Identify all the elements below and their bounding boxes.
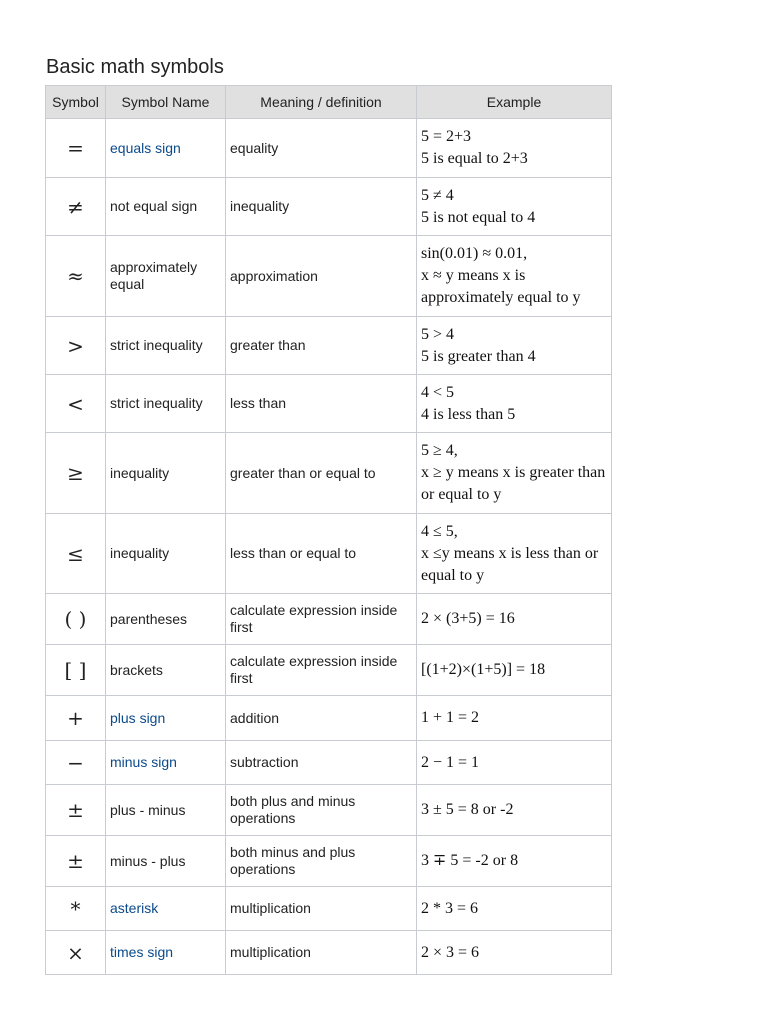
meaning-cell: less than — [226, 375, 417, 433]
symbol-name-cell: plus - minus — [106, 785, 226, 836]
meaning-cell: subtraction — [226, 741, 417, 785]
example-cell — [417, 178, 612, 236]
example-line: x ≥ y means x is greater than or equal to y — [421, 464, 606, 503]
meaning-cell: addition — [226, 696, 417, 741]
example-line: 3 ∓ 5 = -2 or 8 — [421, 852, 519, 869]
table-row — [46, 433, 612, 514]
table-row — [46, 931, 612, 975]
example-line: 5 ≥ 4, — [421, 442, 458, 459]
meaning-cell: greater than or equal to — [226, 433, 417, 514]
example-line: 5 is greater than 4 — [421, 347, 536, 365]
example-line: 5 > 4 — [421, 325, 455, 343]
meaning-cell: multiplication — [226, 887, 417, 931]
example-line: 5 = 2+3 — [421, 128, 472, 145]
math-symbols-table — [45, 85, 612, 975]
symbol-cell: > — [46, 317, 106, 375]
symbol-name-link[interactable]: minus sign — [106, 741, 226, 785]
example-cell — [417, 594, 612, 645]
table-row — [46, 514, 612, 594]
example-cell — [417, 375, 612, 433]
symbol-name-cell: not equal sign — [106, 178, 226, 236]
meaning-cell: approximation — [226, 236, 417, 317]
example-line: 4 is less than 5 — [421, 405, 516, 423]
example-line: x ≤y means x is less than or equal to y — [421, 544, 599, 584]
table-row — [46, 375, 612, 433]
example-cell — [417, 931, 612, 975]
header-meaning: Meaning / definition — [226, 86, 417, 119]
table-row — [46, 236, 612, 317]
example-cell — [417, 887, 612, 931]
meaning-cell: both minus and plus operations — [226, 836, 417, 887]
example-cell — [417, 317, 612, 375]
meaning-cell: multiplication — [226, 931, 417, 975]
meaning-cell: calculate expression inside first — [226, 594, 417, 645]
page-title: Basic math symbols — [46, 56, 224, 78]
symbol-name-cell: parentheses — [106, 594, 226, 645]
table-row — [46, 785, 612, 836]
symbol-cell: ( ) — [46, 594, 106, 645]
symbol-name-cell: strict inequality — [106, 317, 226, 375]
table-row — [46, 887, 612, 931]
example-line: 2 × 3 = 6 — [421, 943, 480, 961]
symbol-name-cell: inequality — [106, 514, 226, 594]
symbol-name-cell: minus - plus — [106, 836, 226, 887]
example-line: [(1+2)×(1+5)] = 18 — [421, 661, 546, 678]
table-row — [46, 119, 612, 178]
symbol-cell: ± — [46, 785, 106, 836]
example-cell — [417, 696, 612, 741]
example-cell — [417, 645, 612, 696]
symbol-name-link[interactable]: plus sign — [106, 696, 226, 741]
symbol-cell: ≈ — [46, 236, 106, 317]
symbol-cell: * — [46, 887, 106, 931]
example-line: 2 * 3 = 6 — [421, 899, 479, 917]
meaning-cell: calculate expression inside first — [226, 645, 417, 696]
symbol-name-link[interactable]: equals sign — [106, 119, 226, 178]
example-line: 4 ≤ 5, — [421, 522, 458, 540]
table-row — [46, 178, 612, 236]
example-line: 5 is not equal to 4 — [421, 208, 536, 226]
example-cell — [417, 236, 612, 317]
example-cell — [417, 785, 612, 836]
table-row — [46, 594, 612, 645]
symbol-cell: × — [46, 931, 106, 975]
example-line: x ≈ y means x is approximately equal to y — [421, 267, 581, 306]
header-symbol: Symbol — [46, 86, 106, 119]
meaning-cell: inequality — [226, 178, 417, 236]
meaning-cell: greater than — [226, 317, 417, 375]
table-row — [46, 836, 612, 887]
meaning-cell: equality — [226, 119, 417, 178]
symbol-cell: ≥ — [46, 433, 106, 514]
example-line: 2 − 1 = 1 — [421, 753, 480, 771]
symbol-cell: ≤ — [46, 514, 106, 594]
example-line: 1 + 1 = 2 — [421, 709, 480, 726]
example-cell — [417, 836, 612, 887]
symbol-name-link[interactable]: times sign — [106, 931, 226, 975]
symbol-name-link[interactable]: asterisk — [106, 887, 226, 931]
symbol-cell: = — [46, 119, 106, 178]
table-header-row — [46, 86, 612, 119]
symbol-cell: + — [46, 696, 106, 741]
meaning-cell: less than or equal to — [226, 514, 417, 594]
symbol-cell: < — [46, 375, 106, 433]
example-cell — [417, 119, 612, 178]
symbol-name-cell: approximately equal — [106, 236, 226, 317]
example-line: 2 × (3+5) = 16 — [421, 610, 515, 627]
symbol-cell: − — [46, 741, 106, 785]
table-row — [46, 741, 612, 785]
header-example: Example — [417, 86, 612, 119]
table-row — [46, 696, 612, 741]
symbol-name-cell: strict inequality — [106, 375, 226, 433]
example-cell — [417, 514, 612, 594]
example-cell — [417, 741, 612, 785]
meaning-cell: both plus and minus operations — [226, 785, 417, 836]
symbol-cell: ± — [46, 836, 106, 887]
symbol-name-cell: brackets — [106, 645, 226, 696]
example-cell — [417, 433, 612, 514]
example-line: 5 ≠ 4 — [421, 186, 454, 204]
example-line: 3 ± 5 = 8 or -2 — [421, 801, 514, 818]
header-symbol-name: Symbol Name — [106, 86, 226, 119]
symbol-name-cell: inequality — [106, 433, 226, 514]
symbol-cell: ≠ — [46, 178, 106, 236]
example-line: sin(0.01) ≈ 0.01, — [421, 245, 528, 262]
example-line: 4 < 5 — [421, 383, 455, 401]
example-line: 5 is equal to 2+3 — [421, 150, 528, 167]
table-row — [46, 645, 612, 696]
symbol-cell: [ ] — [46, 645, 106, 696]
table-row — [46, 317, 612, 375]
